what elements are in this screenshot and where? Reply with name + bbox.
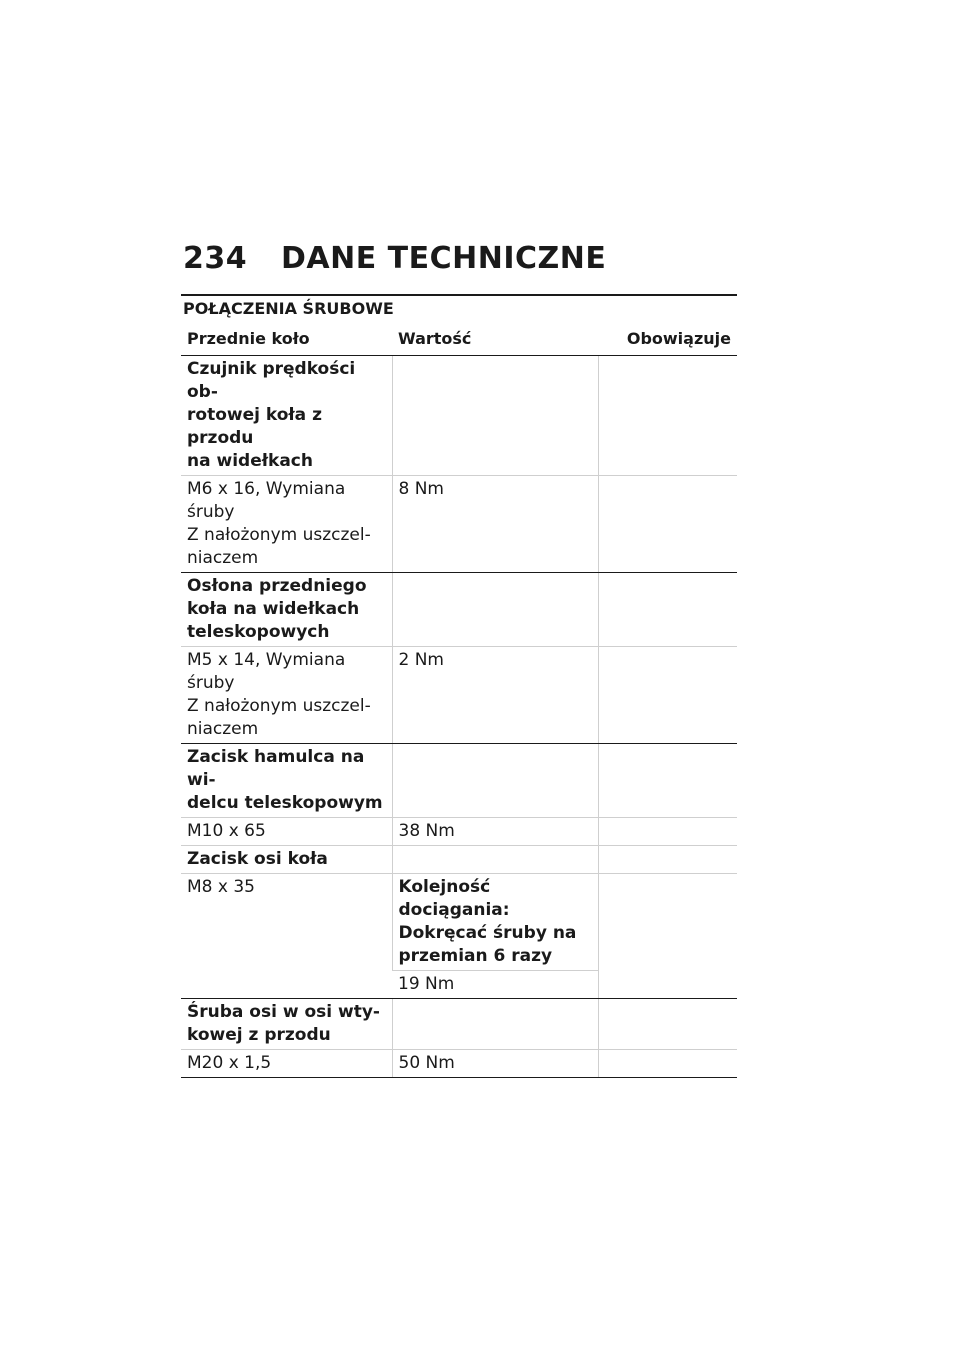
table-header-row	[181, 321, 737, 356]
component-cell: Czujnik prędkości ob- rotowej koła z przodu na widełkach	[181, 356, 392, 476]
table-row	[181, 999, 737, 1050]
section-title: POŁĄCZENIA ŚRUBOWE	[183, 299, 394, 318]
spec-cell: M20 x 1,5	[181, 1050, 392, 1078]
table-row	[181, 476, 737, 573]
spec-cell: M6 x 16, Wymiana śruby Z nałożonym uszczel- niaczem	[181, 476, 392, 573]
spec-cell: M8 x 35	[181, 874, 392, 999]
table-row	[181, 846, 737, 874]
component-cell: Zacisk osi koła	[181, 846, 392, 874]
column-header-applies: Obowiązuje	[598, 321, 737, 356]
torque-value: 8 Nm	[392, 476, 598, 573]
table-row	[181, 1050, 737, 1078]
table-row	[181, 818, 737, 846]
component-cell: Zacisk hamulca na wi- delcu teleskopowym	[181, 744, 392, 818]
table-row	[181, 356, 737, 476]
torque-table	[181, 321, 737, 1078]
torque-value: 50 Nm	[392, 1050, 598, 1078]
page-header	[183, 241, 743, 276]
torque-value: 38 Nm	[392, 818, 598, 846]
torque-value: 2 Nm	[392, 647, 598, 744]
table-row	[181, 744, 737, 818]
spec-cell: M5 x 14, Wymiana śruby Z nałożonym uszczel- niaczem	[181, 647, 392, 744]
column-header-front-wheel: Przednie koło	[181, 321, 392, 356]
section-divider	[181, 294, 737, 296]
column-header-value: Wartość	[392, 321, 598, 356]
table-row	[181, 647, 737, 744]
table-row	[181, 874, 737, 971]
component-cell: Osłona przedniego koła na widełkach teleskopowych	[181, 573, 392, 647]
table-row	[181, 573, 737, 647]
page-number: 234	[183, 241, 248, 276]
chapter-title: DANE TECHNICZNE	[281, 241, 607, 276]
torque-value: 19 Nm	[392, 971, 598, 999]
component-cell: Śruba osi w osi wty- kowej z przodu	[181, 999, 392, 1050]
procedure-cell: Kolejność dociągania: Dokręcać śruby na przemian 6 razy	[392, 874, 598, 971]
spec-cell: M10 x 65	[181, 818, 392, 846]
